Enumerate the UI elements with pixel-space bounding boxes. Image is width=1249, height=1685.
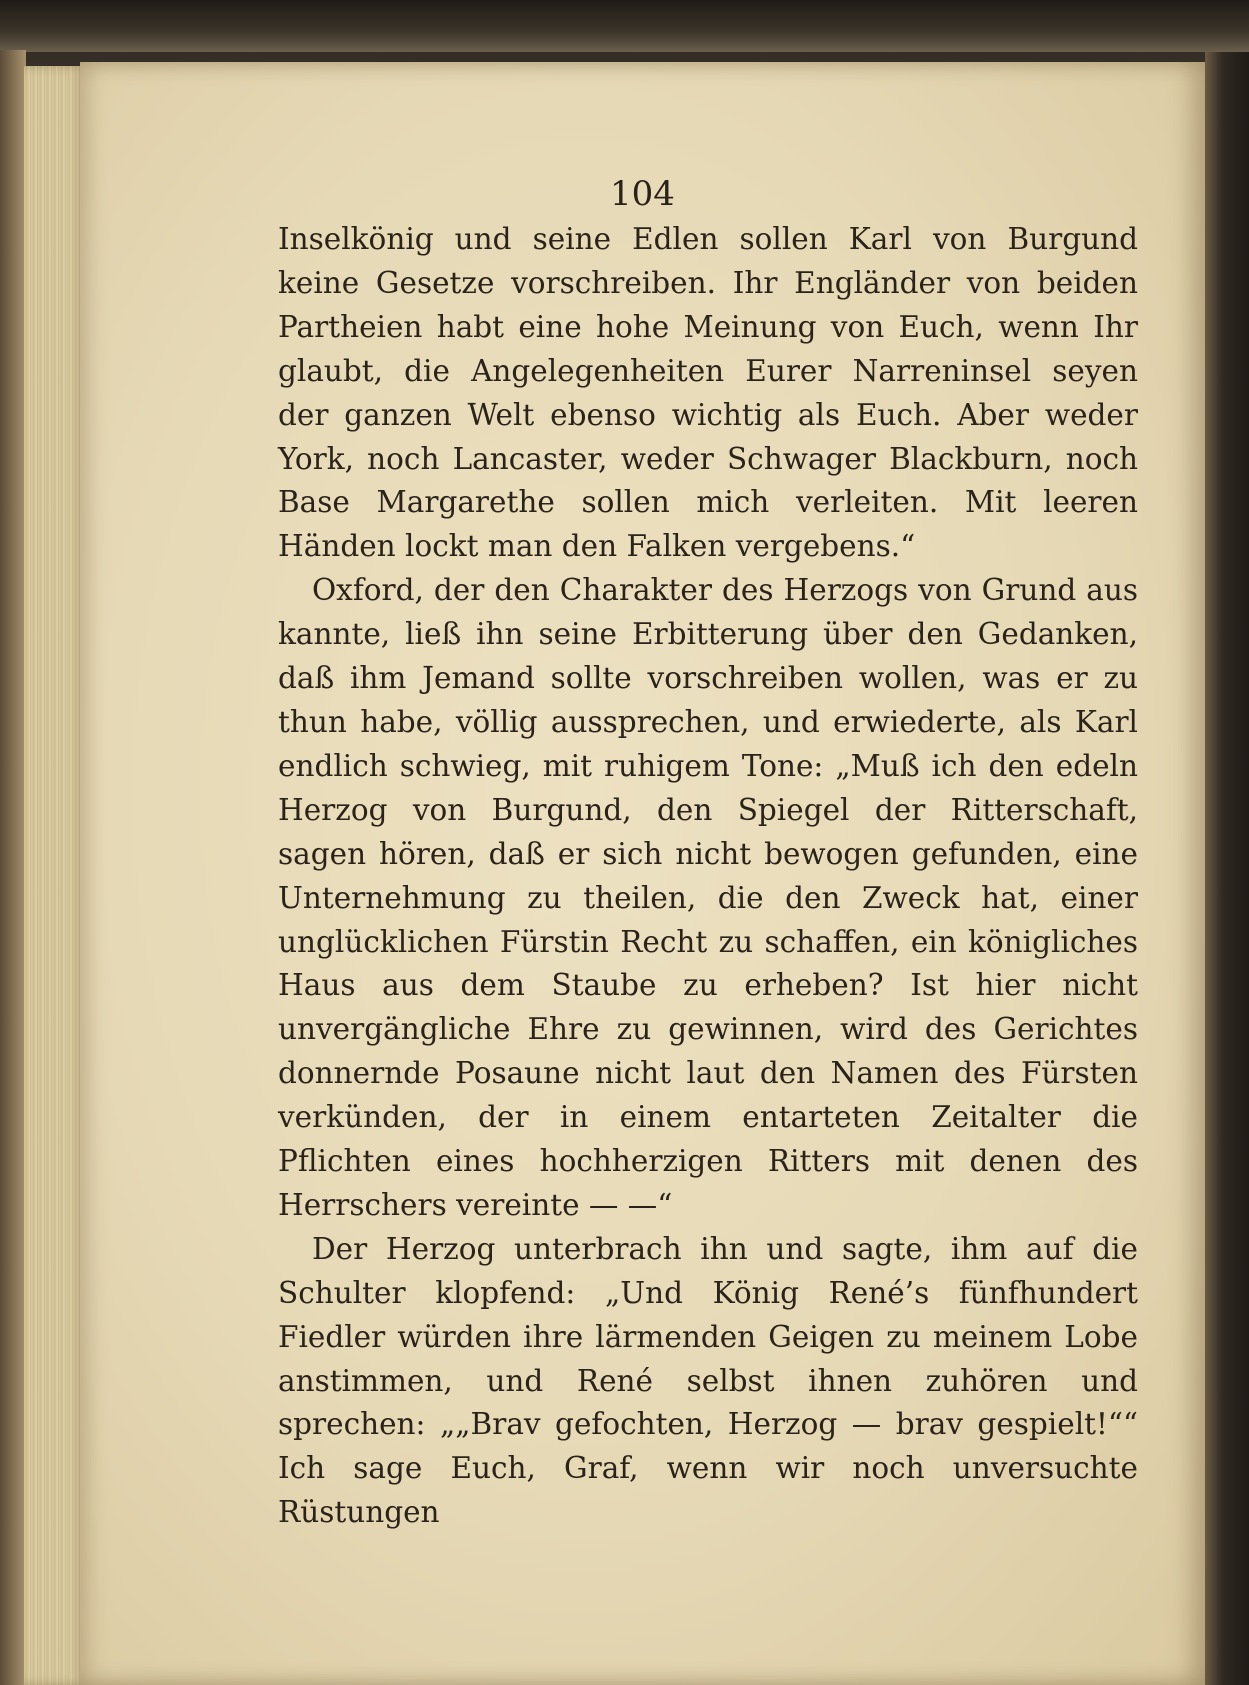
cover-top-edge (0, 0, 1249, 52)
body-text (278, 218, 1138, 1535)
paragraph-2: Oxford, der den Charakter des Herzogs von Grund aus kannte, ließ ihn seine Erbitterung über den Gedanken, daß ihm Jemand sollte vorschreiben wollen, was er zu thun habe, völlig aussprechen, und erwiederte, als Karl endlich schwieg, mit ruhigem Tone: „Muß ich den edeln Herzog von Burgund, den Spiegel der Ritterschaft, sagen hören, daß er sich nicht bewogen gefunden, eine Unternehmung zu theilen, die den Zweck hat, einer unglücklichen Fürstin Recht zu schaffen, ein königliches Haus aus dem Staube zu erheben? Ist hier nicht unvergängliche Ehre zu gewinnen, wird des Gerichtes donnernde Posaune nicht laut den Namen des Fürsten verkünden, der in einem entarteten Zeitalter die Pflichten eines hochherzigen Ritters mit denen des Herrschers vereinte — —“ (278, 573, 1138, 1222)
page-number: 104 (610, 174, 675, 214)
book-page (80, 62, 1205, 1685)
binding-shadow (1205, 52, 1249, 1685)
paragraph-3: Der Herzog unterbrach ihn und sagte, ihm auf die Schulter klopfend: „Und König René’s fünfhundert Fiedler würden ihre lärmenden Geigen zu meinem Lobe anstimmen, und René selbst ihnen zuhören und sprechen: „„Brav gefochten, Herzog — brav gespielt!““ Ich sage Euch, Graf, wenn wir noch unversuchte Rüstungen (278, 1231, 1138, 1530)
page-edges-stack (24, 66, 86, 1685)
cover-left-edge (0, 50, 26, 1685)
paragraph-1: Inselkönig und seine Edlen sollen Karl von Burgund keine Gesetze vorschreiben. Ihr Engländer von beiden Partheien habt eine hohe Meinung von Euch, wenn Ihr glaubt, die Angelegenheiten Eurer Narreninsel seyen der ganzen Welt ebenso wichtig als Euch. Aber weder York, noch Lancaster, weder Schwager Blackburn, noch Base Margarethe sollen mich verleiten. Mit leeren Händen lockt man den Falken vergebens.“ (278, 222, 1138, 564)
